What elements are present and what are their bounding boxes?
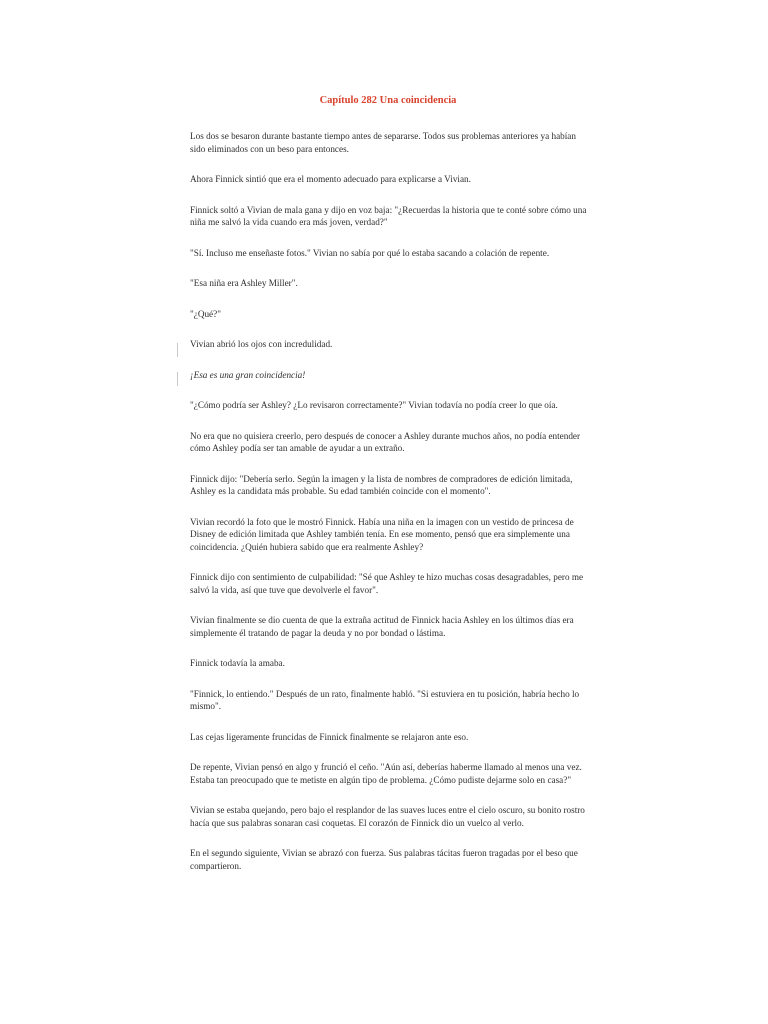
paragraph: Las cejas ligeramente fruncidas de Finnick finalmente se relajaron ante eso. (190, 731, 469, 742)
paragraph: "¿Cómo podría ser Ashley? ¿Lo revisaron correctamente?" Vivian todavía no podía creer lo que oía. (190, 400, 558, 410)
paragraph: Los dos se besaron durante bastante tiempo antes de separarse. Todos sus problemas anteriores ya habían sido eliminados con un beso para entonces. (190, 131, 576, 154)
paragraph: De repente, Vivian pensó en algo y frunció el ceño. "Aún así, deberías haberme llamado al menos una vez. Estaba tan preocupado que te metiste en algún tipo de problema. ¿Cómo pudiste dejarme solo en casa?" (190, 762, 582, 785)
paragraph: Finnick dijo: "Debería serlo. Según la imagen y la lista de nombres de compradores de edición limitada, Ashley es la candidata más probable. Su edad también coincide con el momento". (190, 473, 573, 496)
chapter-title: Capítulo 282 Una coincidencia (319, 95, 457, 106)
paragraph: No era que no quisiera creerlo, pero después de conocer a Ashley durante muchos años, no podía entender cómo Ashley podía ser tan amable de ayudar a un extraño. (190, 430, 581, 453)
paragraph: Vivian finalmente se dio cuenta de que la extraña actitud de Finnick hacia Ashley en los últimos días era simplemente él tratando de pagar la deuda y no por bondad o lástima. (190, 615, 574, 638)
paragraph: "Sí. Incluso me enseñaste fotos." Vivian no sabía por qué lo estaba sacando a colación de repente. (190, 247, 550, 258)
paragraph: ¡Esa es una gran coincidencia! (190, 369, 306, 380)
paragraph: "Finnick, lo entiendo." Después de un rato, finalmente habló. "Si estuviera en tu posición, habría hecho lo mismo". (190, 688, 580, 711)
paragraph: En el segundo siguiente, Vivian se abrazó con fuerza. Sus palabras tácitas fueron tragadas por el beso que compartieron. (190, 848, 578, 871)
paragraph: Vivian se estaba quejando, pero bajo el resplandor de las suaves luces entre el cielo oscuro, su bonito rostro hacía que sus palabras sonaran casi coquetas. El corazón de Finnick dio un vuelco al verlo. (190, 805, 585, 828)
paragraph: "¿Qué?" (190, 308, 221, 319)
paragraph: Ahora Finnick sintió que era el momento adecuado para explicarse a Vivian. (190, 174, 471, 184)
paragraph: Vivian abrió los ojos con incredulidad. (190, 339, 333, 349)
margin-mark (177, 372, 178, 386)
paragraph: Finnick todavía la amaba. (190, 658, 285, 668)
paragraph: "Esa niña era Ashley Miller". (190, 278, 298, 288)
paragraph: Finnick soltó a Vivian de mala gana y dijo en voz baja: "¿Recuerdas la historia que te conté sobre cómo una niña me salvó la vida cuando era más joven, verdad?" (190, 204, 587, 227)
paragraph: Finnick dijo con sentimiento de culpabilidad: "Sé que Ashley te hizo muchas cosas desagradables, pero me salvó la vida, así que tuve que devolverle el favor". (190, 572, 584, 595)
paragraph: Vivian recordó la foto que le mostró Finnick. Había una niña en la imagen con un vestido de princesa de Disney de edición limitada que Ashley también tenía. En ese momento, pensó que era simplemente una coincidencia. ¿Quién hubiera sabido que era realmente Ashley? (190, 516, 574, 552)
chapter-body (190, 130, 588, 890)
margin-mark (177, 343, 178, 357)
